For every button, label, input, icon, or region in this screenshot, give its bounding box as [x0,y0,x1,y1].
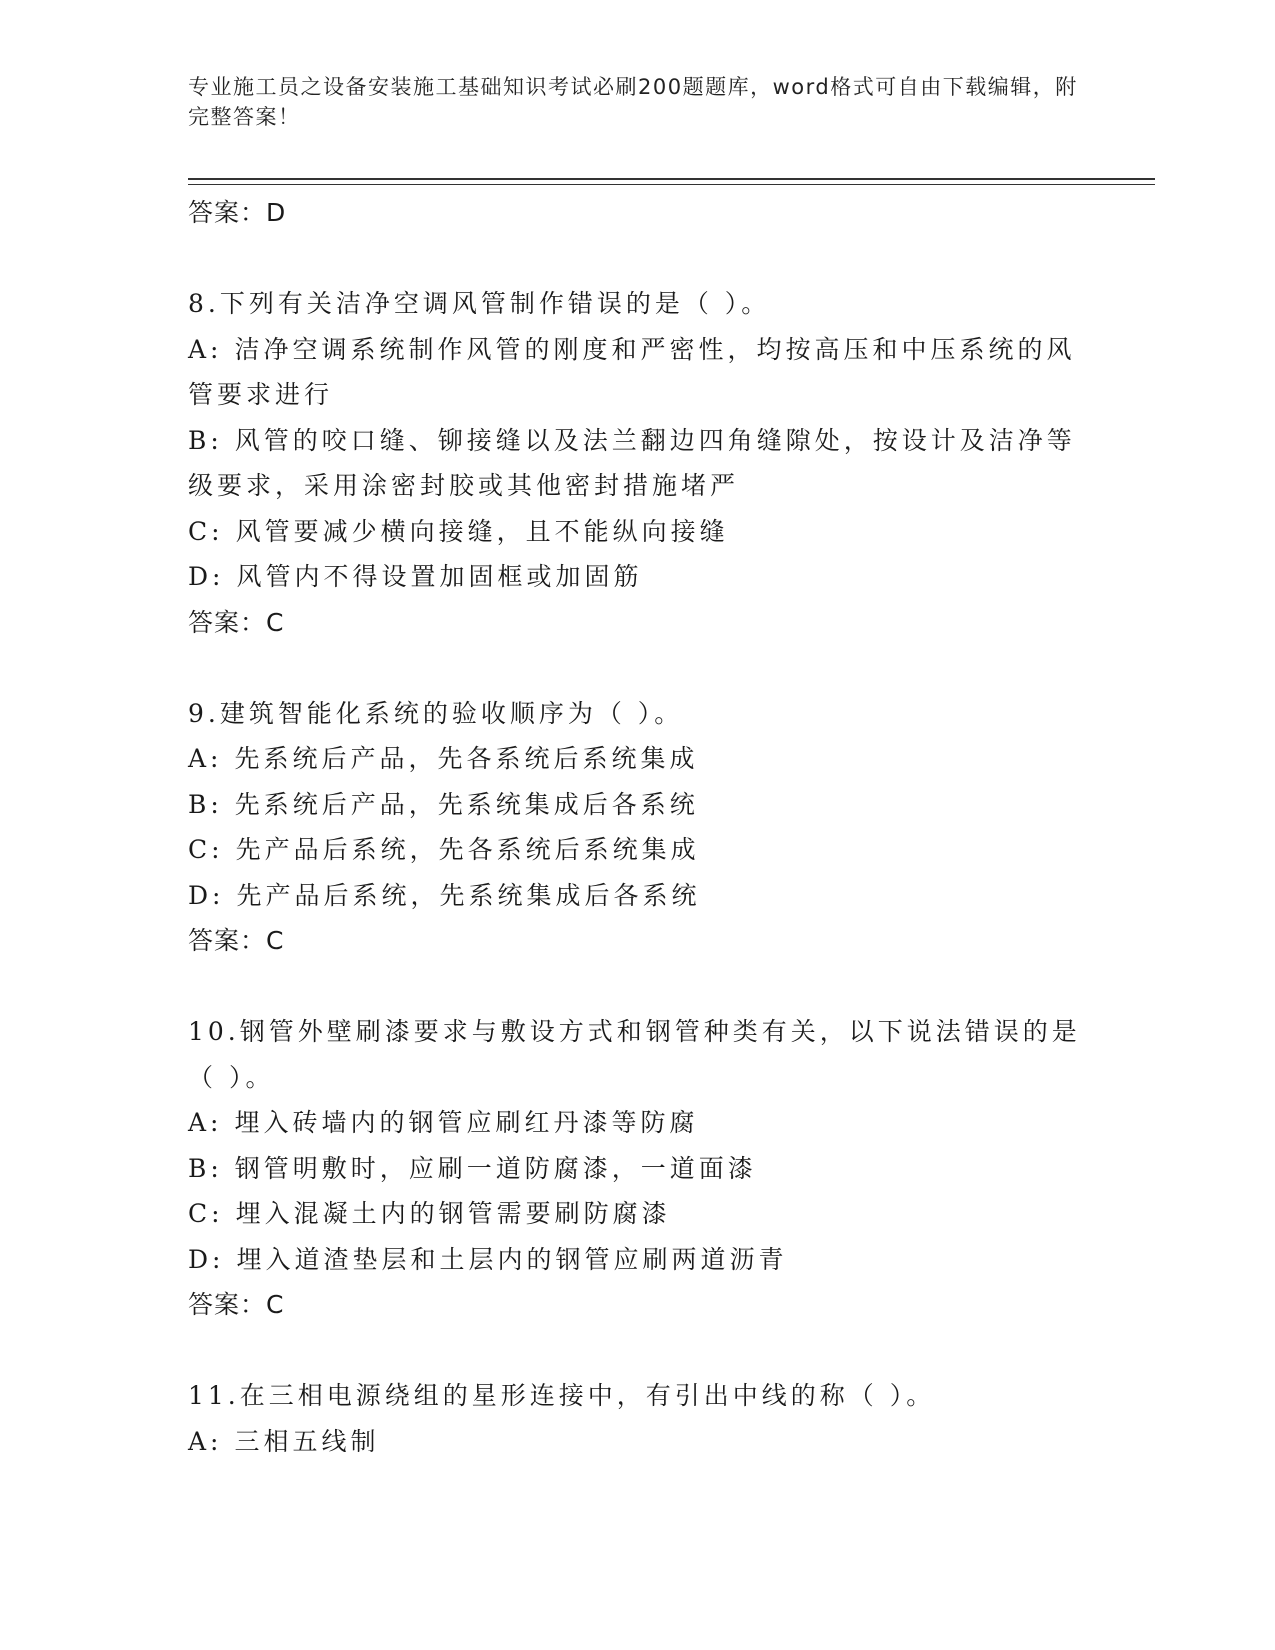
option-text: 先系统后产品，先系统集成后各系统 [234,789,699,819]
option-text: 风管要减少横向接缝，且不能纵向接缝 [235,516,729,546]
option-key: A: [188,1108,223,1137]
option-text: 先产品后系统，先系统集成后各系统 [236,880,701,910]
option-key: A: [188,744,223,773]
option-text: 钢管明敷时，应刷一道防腐漆，一道面漆 [234,1153,757,1183]
option-key: B: [188,1153,223,1183]
option-d [188,1237,1088,1283]
option-a [188,1419,1088,1465]
option-text: 埋入道渣垫层和土层内的钢管应刷两道沥青 [236,1244,788,1274]
question-stem: 9.建筑智能化系统的验收顺序为（ ）。 [188,698,684,728]
question-item [188,1009,1088,1328]
option-text: 先产品后系统，先各系统后系统集成 [235,835,700,864]
option-text: 埋入砖墙内的钢管应刷红丹漆等防腐 [234,1108,699,1137]
option-c [188,509,1088,555]
header-title: 专业施工员之设备安装施工基础知识考试必刷200题题库，word格式可自由下载编辑，附完整答案！ [188,75,1078,129]
header-divider-thin [188,184,1155,185]
option-a [188,1100,1088,1146]
option-text: 先系统后产品，先各系统后系统集成 [234,744,699,773]
document-header [188,72,1088,132]
header-divider-thick [188,178,1155,180]
option-key: C: [188,516,224,546]
option-a [188,736,1088,782]
option-text: 风管的咬口缝、铆接缝以及法兰翻边四角缝隙处，按设计及洁净等级要求，采用涂密封胶或其他密封措施堵严 [188,425,1076,500]
option-b [188,418,1088,509]
option-b [188,782,1088,828]
option-key: B: [188,425,223,455]
option-b [188,1146,1088,1192]
question-stem: 11.在三相电源绕组的星形连接中，有引出中线的称（ ）。 [188,1381,936,1410]
option-d [188,554,1088,600]
option-key: A: [188,1426,223,1456]
question-list [188,190,1088,1464]
question-item [188,281,1088,645]
question-item [188,691,1088,964]
option-a [188,327,1088,418]
answer-line: 答案：C [188,607,285,637]
option-c [188,827,1088,873]
option-key: D: [188,880,225,910]
answer-line: 答案：C [188,1290,285,1319]
option-text: 风管内不得设置加固框或加固筋 [236,562,643,591]
question-stem: 10.钢管外壁刷漆要求与敷设方式和钢管种类有关，以下说法错误的是（ ）。 [188,1017,1081,1092]
option-key: C: [188,1199,224,1228]
option-key: C: [188,835,224,864]
question-item [188,1373,1088,1464]
option-key: D: [188,1244,225,1274]
option-text: 埋入混凝土内的钢管需要刷防腐漆 [235,1199,671,1228]
option-text: 洁净空调系统制作风管的刚度和严密性，均按高压和中压系统的风管要求进行 [188,334,1076,409]
option-d [188,873,1088,919]
option-key: B: [188,789,223,819]
option-key: D: [188,562,225,591]
option-key: A: [188,334,223,364]
option-c [188,1191,1088,1237]
answer-line: 答案：C [188,926,285,955]
question-stem: 8.下列有关洁净空调风管制作错误的是（ ）。 [188,289,771,318]
answer-line: 答案：D [188,198,287,227]
option-text: 三相五线制 [234,1426,380,1456]
